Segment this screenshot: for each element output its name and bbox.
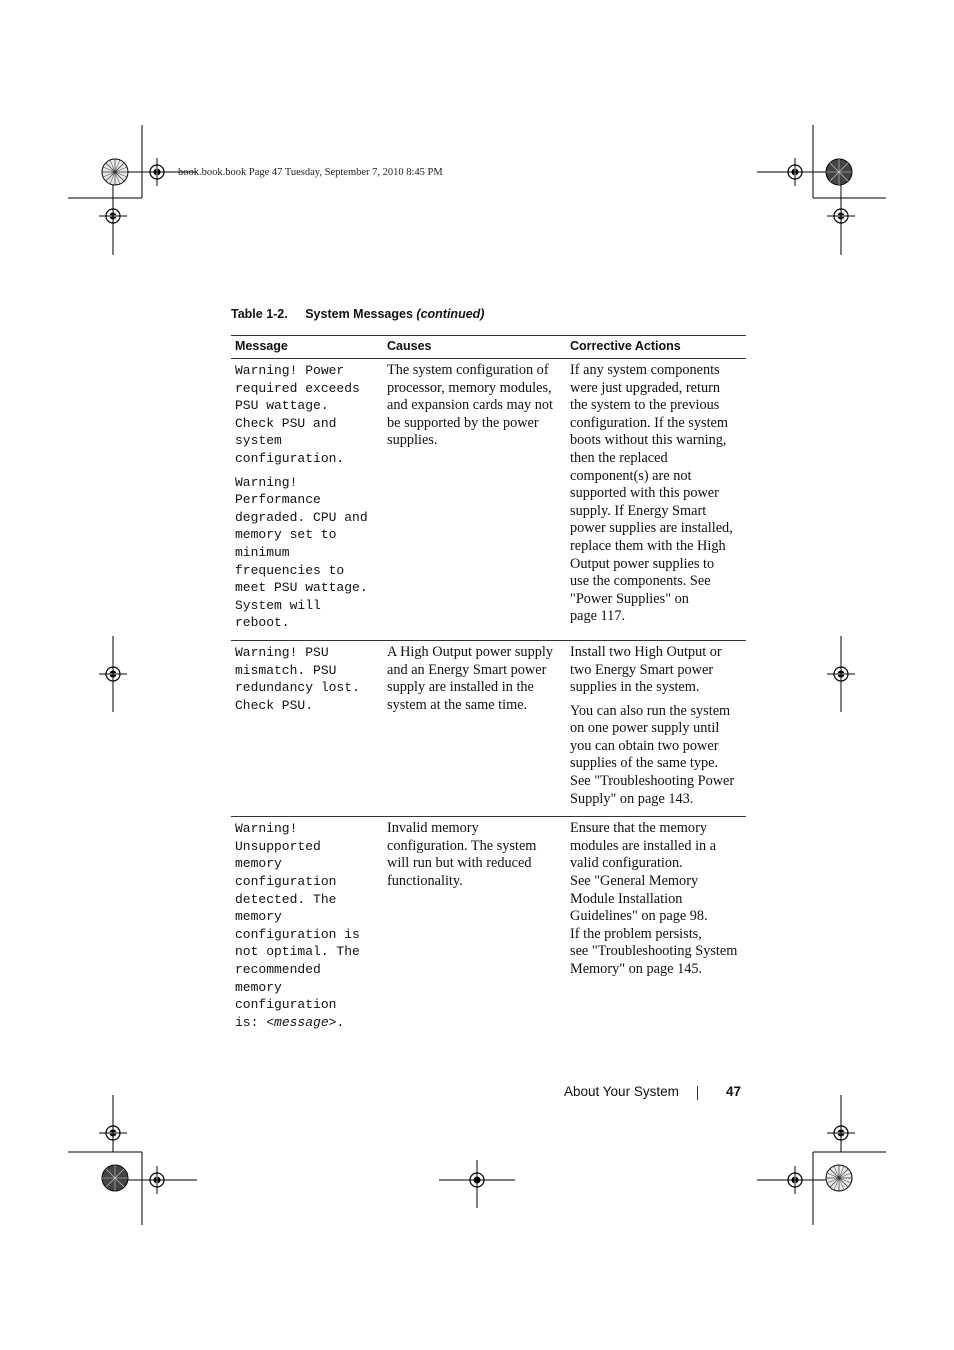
table-caption: [231, 307, 484, 321]
message-text: Warning! Performance degraded. CPU and memory set to minimum frequencies to meet PSU wattage. System will reboot.: [235, 474, 368, 631]
causes-text: The system configuration of processor, memory modules, and expansion cards may not be supported by the power supplies.: [387, 362, 553, 449]
table-row: [231, 640, 746, 816]
table-caption-suffix: (continued): [416, 307, 485, 321]
table-caption-title: System Messages: [305, 307, 413, 321]
message-tail-prefix: is:: [235, 1014, 267, 1030]
actions-text: If any system components were just upgraded, return the system to the previous configuration. If the system boots without this warning, then the replaced component(s) are not supported with this power supply. If Energy Smart power supplies are installed, replace them with the High Output power supplies to use the components. See "Power Supplies" on page 117.: [570, 362, 733, 625]
actions-text: Install two High Output or two Energy Smart power supplies in the system.: [570, 643, 722, 696]
message-cell: [231, 640, 383, 816]
system-messages-table: [231, 335, 746, 1039]
table-caption-number: Table 1-2.: [231, 307, 288, 321]
footer-section-title: About Your System: [564, 1084, 679, 1099]
message-text: Warning! Power required exceeds PSU wattage. Check PSU and system configuration.: [235, 363, 360, 466]
message-cell: [231, 817, 383, 1040]
message-variable: <message>: [266, 1014, 337, 1030]
print-header-info: book.book.book Page 47 Tuesday, September 7, 2010 8:45 PM: [178, 167, 443, 178]
message-text: Warning! PSU mismatch. PSU redundancy lost. Check PSU.: [235, 644, 360, 713]
column-header-causes: Causes: [383, 336, 566, 359]
actions-text: You can also run the system on one power supply until you can obtain two power supplies of the same type. See "Troubleshooting Power Supply" on page 143.: [570, 702, 735, 807]
footer-divider: [697, 1086, 698, 1100]
actions-text: Ensure that the memory modules are installed in a valid configuration. See "General Memory Module Installation Guidelines" on page 98. If the problem persists, see "Troubleshooting System Memory" on page 145.: [570, 820, 738, 977]
footer-page-number: 47: [726, 1084, 742, 1099]
actions-cell: [566, 359, 746, 641]
table-header-row: [231, 336, 746, 359]
causes-cell: [383, 359, 566, 641]
column-header-message: Message: [231, 336, 383, 359]
message-cell: [231, 359, 383, 641]
causes-text: A High Output power supply and an Energy Smart power supply are installed in the system at the same time.: [387, 643, 553, 713]
causes-text: Invalid memory configuration. The system will run but with reduced functionality.: [387, 820, 537, 890]
column-header-corrective-actions: Corrective Actions: [566, 336, 746, 359]
actions-cell: [566, 640, 746, 816]
table-row: [231, 359, 746, 641]
actions-cell: [566, 817, 746, 1040]
message-tail-suffix: .: [336, 1014, 345, 1030]
causes-cell: [383, 817, 566, 1040]
table-row: [231, 817, 746, 1040]
causes-cell: [383, 640, 566, 816]
message-text: Warning! Unsupported memory configuration detected. The memory configuration is not optimal. The recommended memory configuration: [235, 821, 360, 1013]
message-text-tail: [235, 1014, 379, 1032]
